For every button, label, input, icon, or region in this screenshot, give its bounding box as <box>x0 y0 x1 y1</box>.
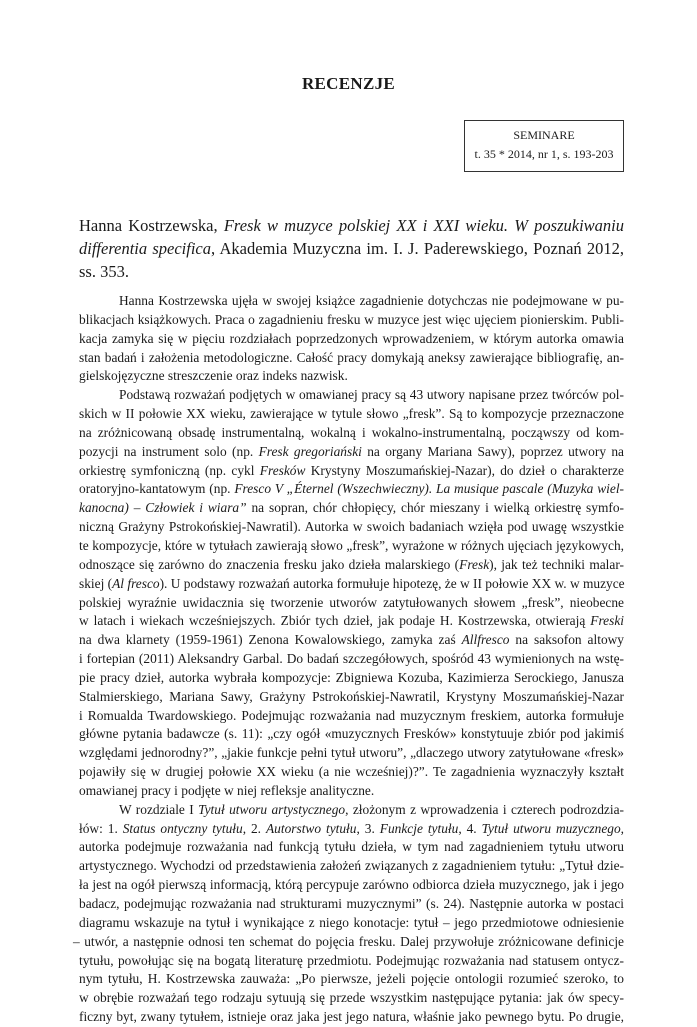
body-text-segment: autorka podejmuje rozważania nad funkcją tytułu dzieła, w tym nad zagadnieniem tytułu utworu <box>79 839 624 855</box>
body-line <box>79 311 624 330</box>
body-text-segment: niczną Grażyny Pstrokońskiej-Nawratil). Autorka w swoich badaniach wzięła pod uwagę wszystkie <box>79 519 624 535</box>
body-line <box>79 669 624 688</box>
body-text-segment: , 2. <box>242 820 266 836</box>
body-line <box>79 725 624 744</box>
body-text-segment: ficzny byt, zwany tytułem, istnieje oraz jaka jest jego natura, właśnie jako pewnego bytu. Po drugie, <box>79 1009 624 1025</box>
italic-text: kanocna) – Człowiek i wiara” <box>79 500 247 516</box>
book-citation <box>79 214 624 283</box>
body-line <box>79 405 624 424</box>
body-line <box>79 801 624 820</box>
body-line <box>79 612 624 631</box>
journal-issue: t. 35 * 2014, nr 1, s. 193-203 <box>474 147 614 161</box>
body-text-segment: , złożonym z wprowadzenia i czterech podrozdzia- <box>345 801 624 817</box>
body-line <box>79 970 624 989</box>
body-text-segment: w latach i wiekach wcześniejszych. Zbiór tych dzieł, jak podaje H. Kostrzewska, otwierają <box>79 613 591 629</box>
body-text-segment: i fortepian (2011) Aleksandry Garbal. Do badań szczegółowych, spośród 43 wymienionych na wstę- <box>79 651 624 667</box>
body-line <box>79 537 624 556</box>
body-line <box>79 462 624 481</box>
body-text-segment: skiej ( <box>79 575 113 591</box>
body-line <box>79 443 624 462</box>
italic-text: Autorstwo tytułu <box>265 820 357 836</box>
body-text-segment: pie pracy dzieł, autorka wybrała kompozycje: Zbigniewa Kozuba, Kazimierza Serockiego, Janusza <box>79 669 624 685</box>
body-text-segment: pojawiły się w drugiej połowie XX wieku (a nie wcześniej)?”. Te zagadnienia wyznaczyły kształt <box>79 764 624 780</box>
body-line <box>79 330 624 349</box>
body-line <box>79 631 624 650</box>
body-text-segment: , <box>620 820 625 836</box>
italic-text: Status ontyczny tytułu <box>122 820 243 836</box>
body-line <box>79 952 624 971</box>
body-text-segment: omawianej pracy i podjęte w niej refleksje analityczne. <box>79 782 375 798</box>
body-text-segment: nym tytułu, H. Kostrzewska zauważa: „Po pierwsze, jeżeli pojęcie ontologii rozumieć szeroko, to <box>79 971 624 987</box>
body-text-segment: skich w II połowie XX wieku, zawierające w tytule słowo „fresk”. Są to kompozycje przeznaczone <box>79 406 624 422</box>
body-text-segment: w obrębie rozważań tego rodzaju sytuują się przede wszystkim następujące pytania: jak ów specy- <box>79 990 624 1006</box>
body-line <box>79 367 624 386</box>
italic-text: Tytuł utworu muzycznego <box>481 820 621 836</box>
body-text-segment: Stalmierskiego, Mariana Sawy, Grażyny Pstrokońskiej-Nawratil, Krystyny Moszumańskiej-Nazar <box>79 688 624 704</box>
body-text-segment: na sopran, chór chłopięcy, chór mieszany i wielką orkiestrę symfo- <box>246 500 624 516</box>
body-text-segment: , 4. <box>458 820 482 836</box>
body-line <box>79 989 624 1008</box>
body-text-segment: odnoszące się zarówno do znaczenia fresku jako dzieła malarskiego ( <box>79 556 460 572</box>
body-text-segment: – utwór, a następnie odnosi ten schemat do pojęcia fresku. Dalej przywołuje zróżnicowane definicje <box>73 933 624 949</box>
body-text-segment: artystycznego. Wychodzi od przedstawienia założeń związanych z zagadnieniem tytułu: „Tytuł dzie- <box>79 858 624 874</box>
italic-text: Funkcje tytułu <box>379 820 459 836</box>
body-text-segment: badacz, podejmując rozważania nad strukturami muzycznymi” (s. 24). Następnie autorka w postaci <box>79 896 624 911</box>
italic-text: Fresco V „Éternel (Wszechwieczny). La musique pascale (Muzyka wiel- <box>234 481 625 497</box>
body-text-segment: orkiestrę symfoniczną (np. cykl <box>79 462 260 478</box>
body-line <box>79 782 624 801</box>
body-text-segment: Krystyny Moszumańskiej-Nazar), do dzieł o charakterze <box>305 462 624 478</box>
italic-text: Fresk gregoriański <box>258 443 362 459</box>
body-line <box>79 650 624 669</box>
body-line <box>79 594 624 613</box>
body-line <box>79 386 624 405</box>
body-line <box>79 895 624 914</box>
italic-text: Allfresco <box>461 632 510 648</box>
body-text-segment: Podstawą rozważań podjętych w omawianej pracy są 43 utwory napisane przez twórców pol- <box>119 387 624 403</box>
body-text-segment: stan badań i założenia metodologiczne. Całość pracy domykają aneksy zawierające bibliografię, an- <box>79 349 624 365</box>
body-line <box>79 763 624 782</box>
body-text-segment: pozycji na instrument solo (np. <box>79 443 259 459</box>
body-line <box>79 876 624 895</box>
italic-text: Al fresco <box>112 575 160 591</box>
body-text-segment: gielskojęzyczne streszczenie oraz indeks nazwisk. <box>79 368 348 384</box>
body-line <box>79 349 624 368</box>
body-line <box>73 933 624 952</box>
body-text-segment: diagramu wskazuje na tytuł i wynikające z niego konotacje: tytuł – jego przedmiotowe odniesienie <box>79 914 624 930</box>
italic-text: Fresk <box>459 556 490 572</box>
body-text-segment: na organy Mariana Sawy), poprzez utwory na <box>361 443 625 459</box>
journal-name: SEMINARE <box>513 128 575 142</box>
body-text-segment: ła jest na ogół pierwszą informacją, którą percypuje zarówno odbiorca dzieła muzycznego, jak i jego <box>79 877 624 893</box>
body-text-segment: łów: 1. <box>79 820 123 836</box>
body-text-segment: względami jednorodny?”, „jakie funkcje pełni tytuł utworu”, „dlaczego utwory zatytułowane «fresk» <box>79 745 624 761</box>
body-line <box>79 914 624 933</box>
body-text-segment: kacja zamyka się w pięciu rozdziałach poprzedzonych wprowadzeniem, w którym autorka omawia <box>79 330 624 346</box>
body-text-segment: polskiej wyraźnie uwidacznia się tworzenie utworów zatytułowanych słowem „fresk”, nieobecne <box>79 594 624 610</box>
italic-text: Freski <box>590 613 624 629</box>
body-line <box>79 499 624 518</box>
review-body <box>73 292 625 1027</box>
italic-text: Fresków <box>259 462 306 478</box>
body-line <box>79 820 624 839</box>
body-line <box>79 575 624 594</box>
italic-text: Tytuł utworu artystycznego <box>198 801 346 817</box>
body-line <box>79 292 624 311</box>
body-text-segment: ). U podstawy rozważań autorka formułuje hipotezę, że w II połowie XX w. w muzyce <box>159 575 625 591</box>
body-line <box>79 480 624 499</box>
body-line <box>79 518 624 537</box>
body-line <box>79 424 624 443</box>
body-text-segment: Hanna Kostrzewska ujęła w swojej książce zagadnienie dotychczas nie podejmowane w pu- <box>119 293 624 308</box>
body-line <box>79 1008 624 1027</box>
citation-title: Fresk w muzyce polskiej XX i XXI wieku. W poszukiwaniu differentia specifica <box>79 216 624 258</box>
body-text-segment: W rozdziale I <box>119 801 199 817</box>
body-text-segment: tytułu, powołując się na bogatą literaturę przedmiotu. Podejmując rozważania nad statusem ontycz- <box>79 952 624 968</box>
body-line <box>79 744 624 763</box>
citation-publisher: , Akademia Muzyczna im. I. J. Paderewskiego, Poznań 2012, ss. 353. <box>79 239 625 281</box>
body-line <box>79 556 624 575</box>
body-text-segment: ), jak też techniki malar- <box>489 556 624 572</box>
body-text-segment: oratoryjno-kantatowym (np. <box>79 481 235 497</box>
body-text-segment: , 3. <box>356 820 380 836</box>
body-text-segment: na zróżnicowaną obsadę instrumentalną, wokalną i wokalno-instrumentalną, począwszy od kom- <box>79 424 624 440</box>
body-text-segment: te kompozycje, które w tytułach zawierają słowo „fresk”, wyrażone w różnych ujęciach językowych, <box>79 537 624 553</box>
body-line <box>79 688 624 707</box>
body-line <box>79 707 624 726</box>
body-line <box>79 857 624 876</box>
journal-info-box <box>464 120 624 172</box>
body-line <box>79 838 624 857</box>
body-text-segment: na saksofon altowy <box>509 632 624 648</box>
citation-author: Hanna Kostrzewska, <box>79 216 224 235</box>
body-text-segment: blikacjach książkowych. Praca o zagadnieniu fresku w muzyce jest więc ujęciem pionierskim. Publi- <box>79 311 624 327</box>
body-text-segment: główne pytania badawcze (s. 11): „czy ogół «muzycznych Fresków» konstytuuje zbiór pod jakimiś <box>79 726 624 742</box>
body-text-segment: i Romualda Twardowskiego. Podejmując rozważania nad muzycznym freskiem, autorka formułuje <box>79 707 624 723</box>
section-title: RECENZJE <box>301 74 396 93</box>
body-text-segment: na dwa klarnety (1959-1961) Zenona Kowalowskiego, zamyka zaś <box>79 632 462 648</box>
